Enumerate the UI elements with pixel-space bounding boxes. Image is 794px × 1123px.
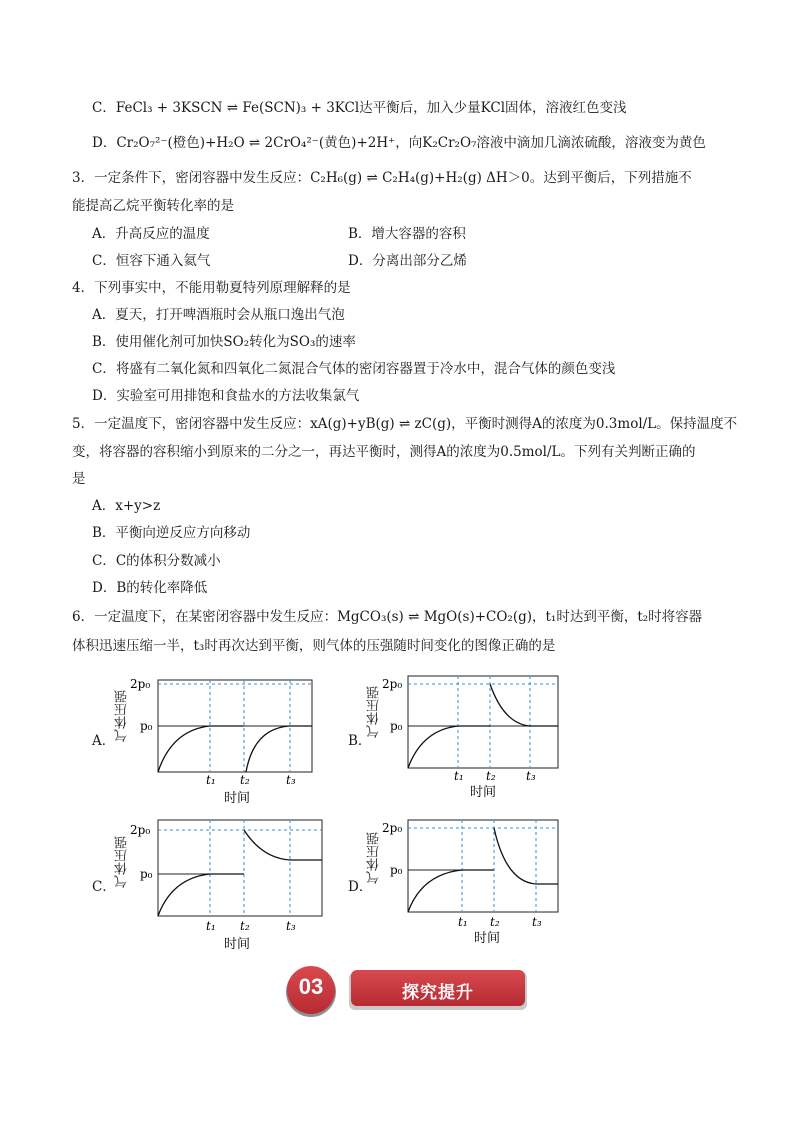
q6-stem-line2: 体积迅速压缩一半，t₃时再次达到平衡，则气体的压强随时间变化的图像正确的是: [72, 638, 556, 654]
q4-option-b: B．使用催化剂可加快SO₂转化为SO₃的速率: [92, 334, 356, 350]
graph-d-xtick-t2: t₂: [490, 915, 500, 929]
graph-b-ylabel-vertical: 气体压强: [367, 686, 382, 738]
graph-c-curve-1: [158, 874, 244, 916]
q5-option-d: D．B的转化率降低: [92, 580, 208, 596]
graph-b-xtick-t1: t₁: [454, 769, 464, 783]
graph-c: [112, 816, 332, 956]
graph-b-ytick-2p0: 2p₀: [382, 677, 403, 691]
q6-stem-line1: 6．一定温度下，在某密闭容器中发生反应：MgCO₃(s) ⇌ MgO(s)+CO₂(g)，t₁时达到平衡，t₂时将容器: [72, 609, 703, 625]
graph-c-ylabel-vertical: 气体压强: [115, 836, 130, 888]
q3-stem-line2: 能提高乙烷平衡转化率的是: [72, 198, 234, 214]
q4-option-d: D．实验室可用排饱和食盐水的方法收集氯气: [92, 388, 360, 404]
q5-stem-line2: 变，将容器的容积缩小到原来的二分之一，再达平衡时，测得A的浓度为0.5mol/L。下列有关判断正确的: [72, 444, 696, 460]
graph-c-curve-2: [244, 830, 322, 860]
q4-stem: 4．下列事实中，不能用勒夏特列原理解释的是: [72, 280, 351, 296]
graph-a-xtick-t1: t₁: [206, 773, 216, 787]
q3-option-a: A．升高反应的温度: [92, 226, 210, 242]
graph-b: [366, 672, 576, 812]
q5-option-b: B．平衡向逆反应方向移动: [92, 525, 251, 541]
graph-b-ytick-p0: p₀: [390, 719, 403, 733]
graph-c-xtick-t2: t₂: [240, 919, 250, 933]
q3-stem-line1: 3．一定条件下，密闭容器中发生反应：C₂H₆(g) ⇌ C₂H₄(g)+H₂(g) ΔH＞0。达到平衡后，下列措施不: [72, 170, 692, 186]
section-title: 探究提升: [402, 983, 474, 1003]
graph-a-ylabel-vertical: 气体压强: [115, 690, 130, 742]
graph-c-xtick-t3: t₃: [286, 919, 296, 933]
graph-d-ytick-2p0: 2p₀: [382, 821, 403, 835]
q6-option-d-label: D．: [348, 879, 373, 895]
q3-option-c: C．恒容下通入氦气: [92, 253, 211, 269]
q5-option-a: A．x+y>z: [92, 498, 161, 514]
graph-a: [112, 672, 322, 812]
graph-c-xtick-t1: t₁: [206, 919, 216, 933]
q6-option-a-label: A．: [92, 733, 116, 749]
graph-d-xtick-t3: t₃: [532, 915, 542, 929]
q2-option-d: D．Cr₂O₇²⁻(橙色)+H₂O ⇌ 2CrO₄²⁻(黄色)+2H⁺，向K₂Cr₂O₇溶液中滴加几滴浓硫酸，溶液变为黄色: [92, 135, 706, 151]
q4-option-a: A．夏天，打开啤酒瓶时会从瓶口逸出气泡: [92, 307, 345, 323]
graph-a-xtick-t3: t₃: [286, 773, 296, 787]
section-badge: [283, 966, 543, 1018]
q5-stem-line3: 是: [72, 471, 86, 487]
q4-option-c: C．将盛有二氧化氮和四氧化二氮混合气体的密闭容器置于冷水中，混合气体的颜色变浅: [92, 361, 616, 377]
q5-stem-line1: 5．一定温度下，密闭容器中发生反应：xA(g)+yB(g) ⇌ zC(g)，平衡时测得A的浓度为0.3mol/L。保持温度不: [72, 416, 738, 432]
graph-d-ytick-p0: p₀: [390, 863, 403, 877]
graph-c-xlabel: 时间: [224, 937, 251, 952]
graph-d-curve-1: [408, 870, 494, 912]
section-number: 03: [298, 974, 324, 999]
graph-a-xlabel: 时间: [224, 791, 251, 806]
graph-a-curve-1: [158, 726, 244, 772]
q3-option-b: B．增大容器的容积: [348, 226, 466, 242]
graph-a-ytick-2p0: 2p₀: [130, 677, 151, 691]
q3-option-d: D．分离出部分乙烯: [348, 253, 467, 269]
graph-a-ytick-p0: p₀: [140, 719, 153, 733]
graph-d: [366, 816, 576, 956]
graph-d-ylabel-vertical: 气体压强: [367, 832, 382, 884]
graph-b-curve-2: [490, 684, 558, 726]
q6-option-b-label: B．: [348, 733, 372, 749]
graph-c-ytick-p0: p₀: [140, 867, 153, 881]
graph-b-xlabel: 时间: [470, 785, 497, 800]
graph-d-xtick-t1: t₁: [458, 915, 468, 929]
graph-a-xtick-t2: t₂: [240, 773, 250, 787]
graph-b-curve-1: [408, 726, 490, 768]
graph-d-xlabel: 时间: [474, 931, 501, 946]
q6-option-c-label: C．: [92, 879, 116, 895]
q2-option-c: C．FeCl₃ + 3KSCN ⇌ Fe(SCN)₃ + 3KCl达平衡后，加入少量KCl固体，溶液红色变浅: [92, 100, 627, 116]
graph-b-xtick-t3: t₃: [526, 769, 536, 783]
graph-b-xtick-t2: t₂: [486, 769, 496, 783]
graph-c-ytick-2p0: 2p₀: [130, 823, 151, 837]
graph-a-curve-2: [246, 726, 312, 772]
graph-d-curve-2: [494, 828, 558, 884]
q5-option-c: C．C的体积分数减小: [92, 553, 221, 569]
